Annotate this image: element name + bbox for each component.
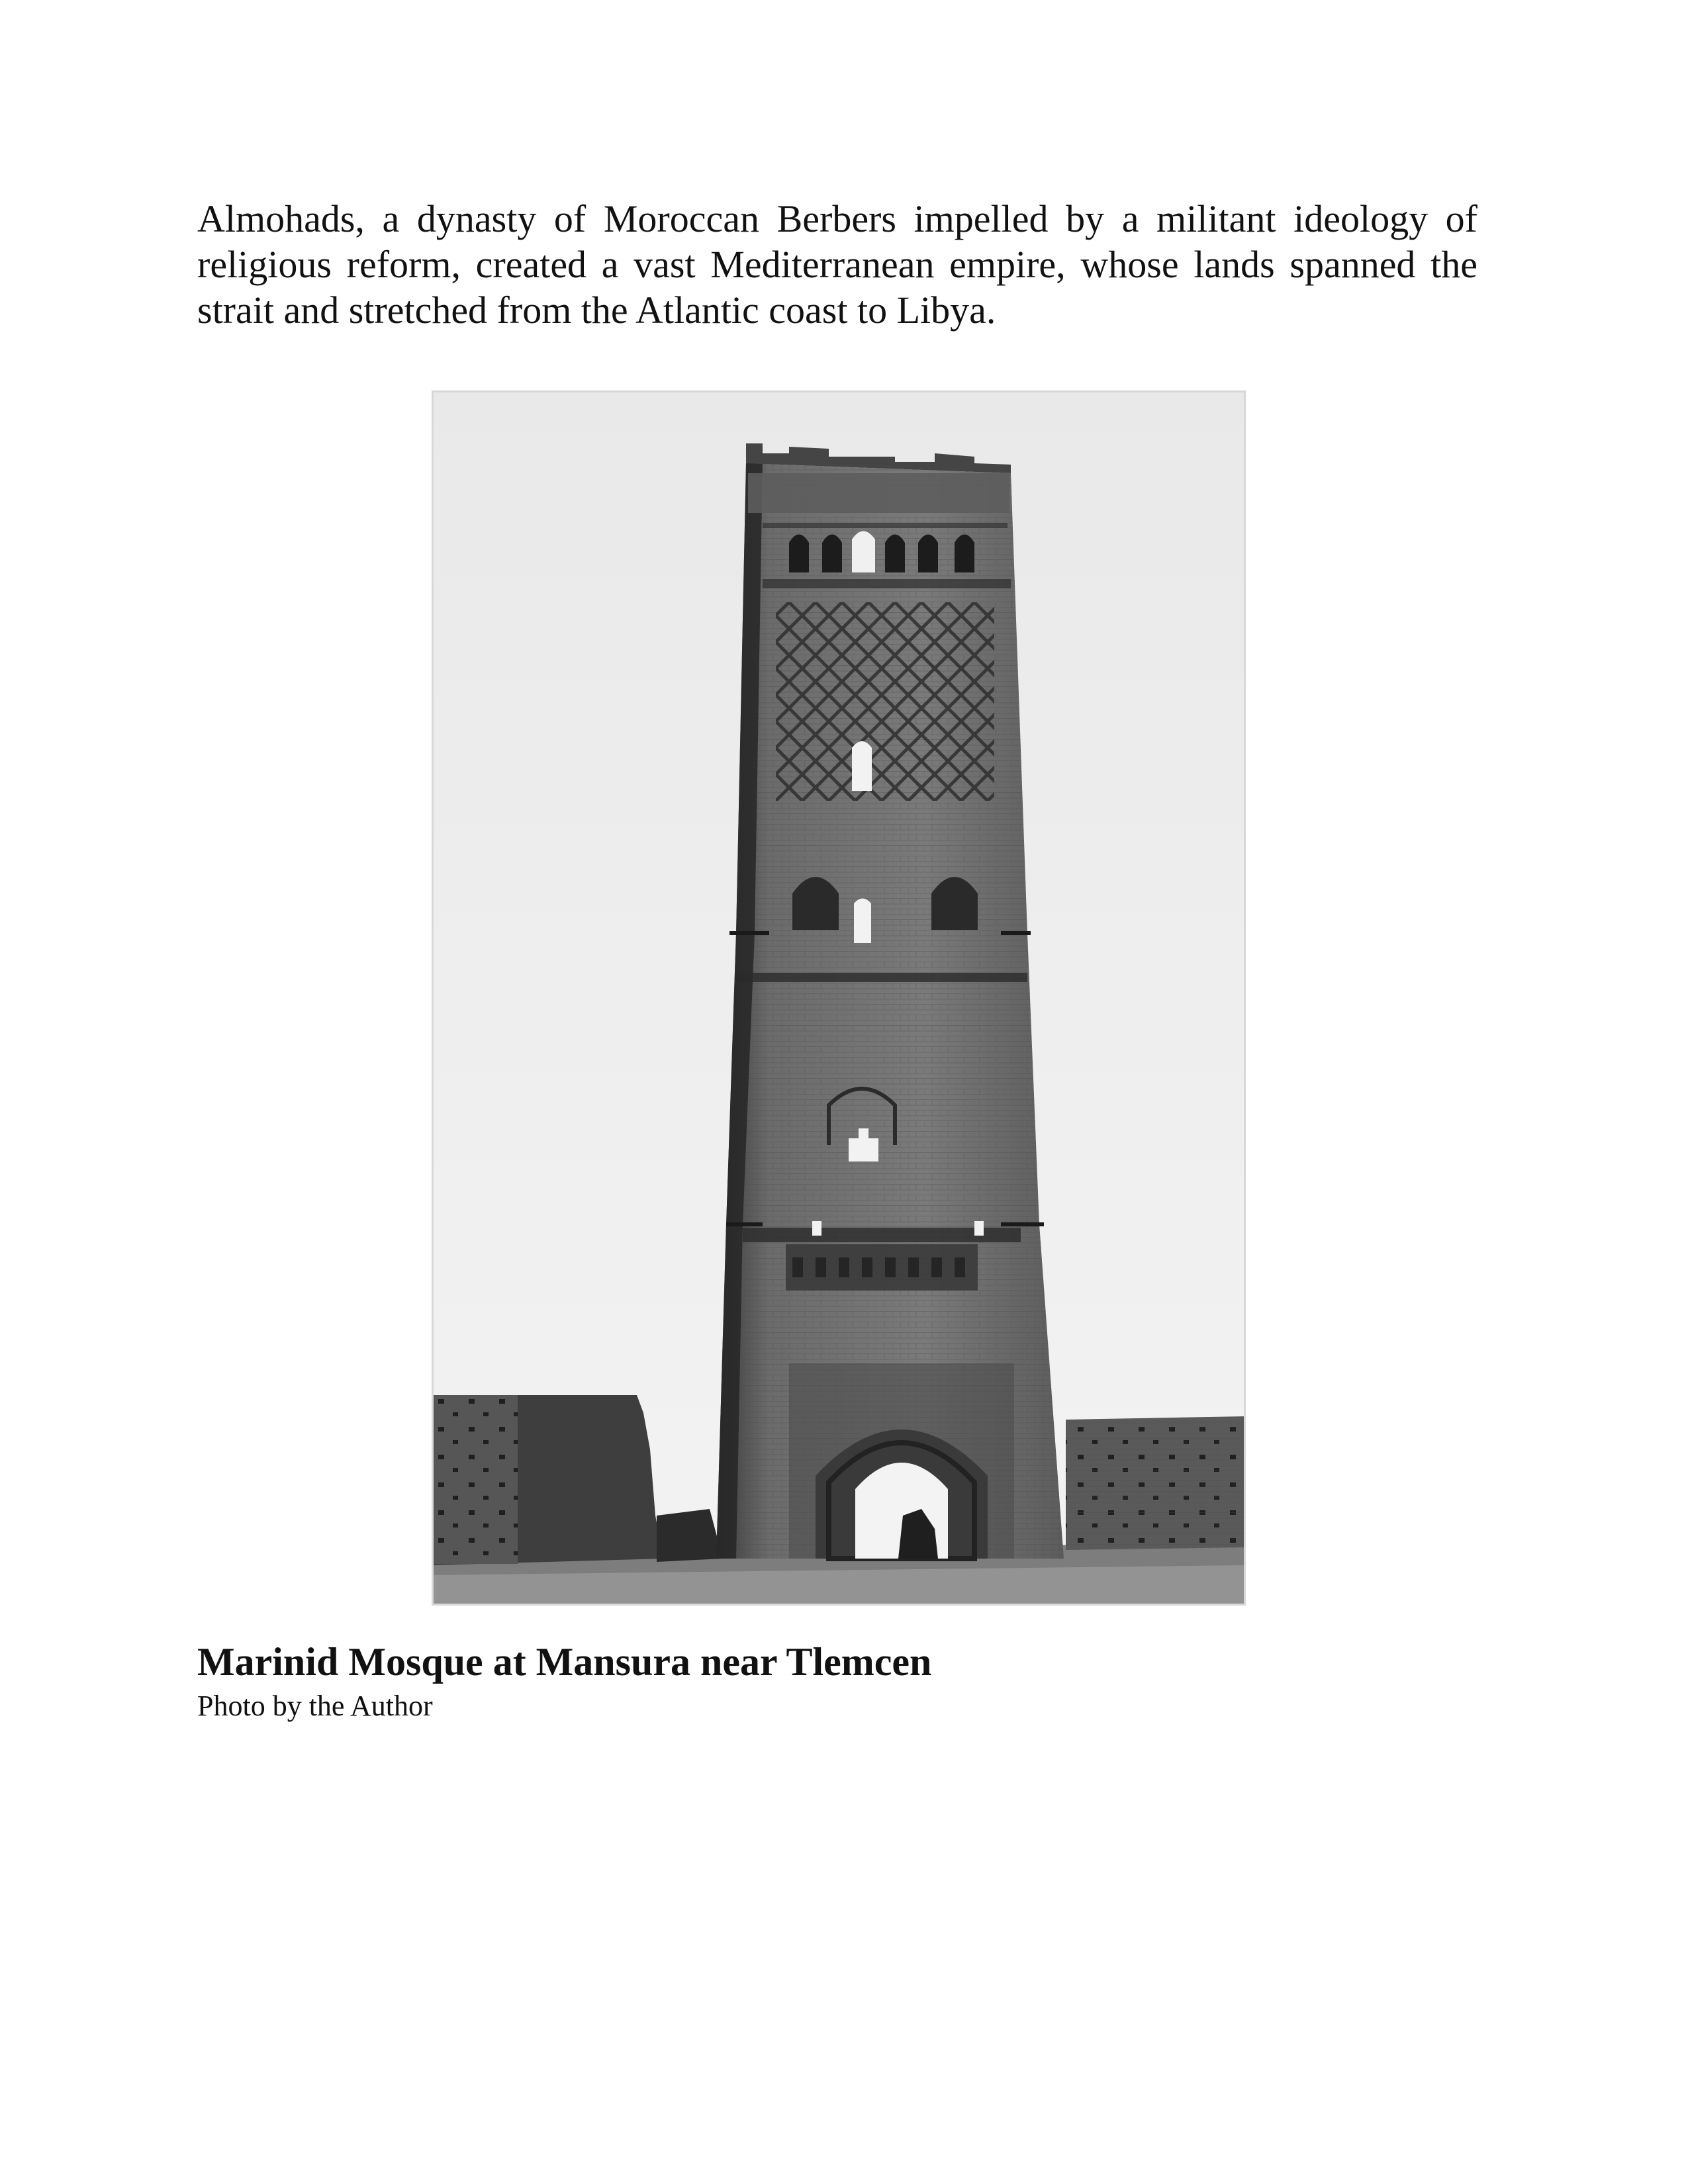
minaret-photo-illustration bbox=[432, 390, 1246, 1606]
figure-caption-title: Marinid Mosque at Mansura near Tlemcen bbox=[197, 1640, 932, 1684]
figure-photo-credit: Photo by the Author bbox=[197, 1690, 433, 1722]
body-paragraph: Almohads, a dynasty of Moroccan Berbers impelled by a militant ideology of religious reform, created a vast Mediterranean empire, whose lands spanned the strait and stretched from the Atlantic coast to Libya. bbox=[197, 197, 1477, 332]
minaret-photo bbox=[432, 390, 1246, 1606]
